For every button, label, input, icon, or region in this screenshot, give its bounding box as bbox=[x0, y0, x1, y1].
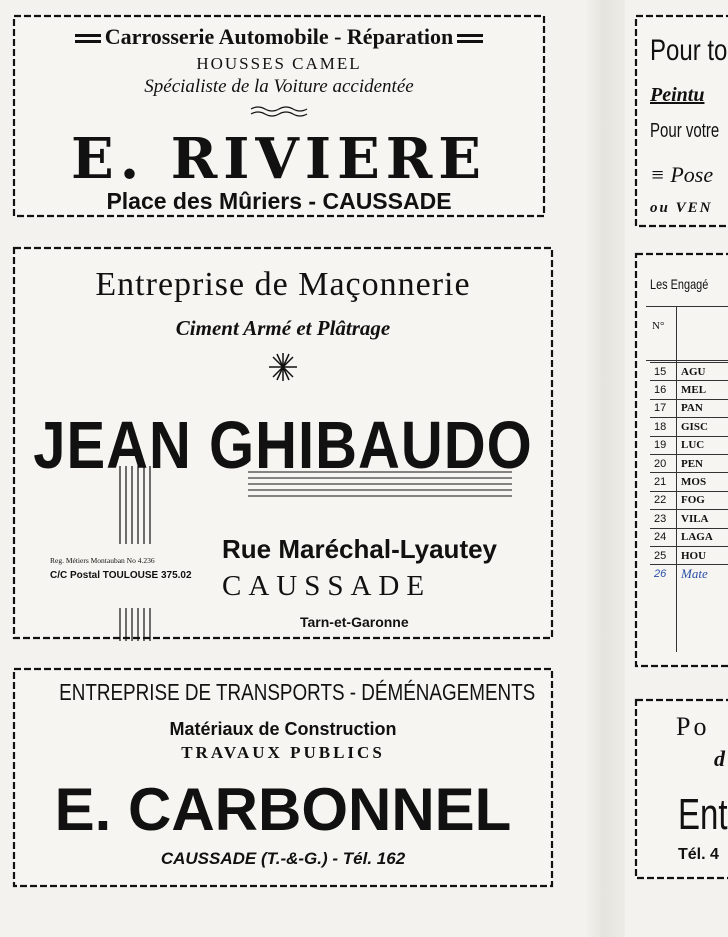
table-rule bbox=[646, 306, 728, 307]
table-row: 17 PAN bbox=[650, 399, 728, 417]
ornament-bar bbox=[457, 34, 483, 43]
riviere-line2: HOUSSES CAMEL bbox=[196, 54, 362, 73]
ghibaudo-town: CAUSSADE bbox=[222, 570, 432, 602]
ghibaudo-name: JEAN GHIBAUDO bbox=[33, 408, 533, 483]
ornament-bar bbox=[75, 34, 101, 43]
right-top-line2: Peintu bbox=[650, 84, 705, 106]
table-row: 21 MOS bbox=[650, 473, 728, 491]
vertical-rules-ornament bbox=[116, 466, 156, 641]
carbonnel-line2: Matériaux de Construction bbox=[169, 719, 397, 739]
table-row: 19 LUC bbox=[650, 436, 728, 454]
table-row: 20 PEN bbox=[650, 454, 728, 472]
horizontal-rules-ornament bbox=[248, 470, 512, 502]
table-title: Les Engagé bbox=[650, 276, 709, 292]
table-row: 22 FOG bbox=[650, 491, 728, 509]
right-bottom-line2: d bbox=[714, 746, 725, 771]
bar-ornament: ≡ bbox=[650, 162, 671, 187]
star-ornament bbox=[10, 352, 556, 387]
engages-rows bbox=[650, 362, 728, 583]
right-top-line5: ou VEN bbox=[650, 200, 713, 216]
right-top-line4: Pose bbox=[670, 162, 714, 187]
riviere-name: E. RIVIERE bbox=[71, 126, 487, 192]
right-bottom-line4: Tél. 4 bbox=[678, 846, 719, 863]
right-ad-top bbox=[632, 12, 728, 230]
ghibaudo-street: Rue Maréchal-Lyautey bbox=[222, 534, 498, 564]
right-bottom-line3: Ent bbox=[678, 790, 728, 839]
ghibaudo-cc: C/C Postal TOULOUSE 375.02 bbox=[50, 570, 192, 581]
right-engages-table bbox=[632, 250, 728, 670]
table-rule bbox=[646, 360, 728, 361]
right-bottom-line1: Po bbox=[676, 712, 710, 741]
table-row: 24 LAGA bbox=[650, 528, 728, 546]
table-row: 25 HOU bbox=[650, 546, 728, 564]
page-gutter bbox=[585, 0, 625, 937]
carbonnel-address: CAUSSADE (T.-&-G.) - Tél. 162 bbox=[160, 849, 406, 868]
ghibaudo-heading: Entreprise de Maçonnerie bbox=[95, 266, 471, 303]
table-row: 15 AGU bbox=[650, 363, 728, 381]
table-row-handwritten: 26 Mate bbox=[650, 565, 728, 583]
table-row: 23 VILA bbox=[650, 510, 728, 528]
table-row: 18 GISC bbox=[650, 418, 728, 436]
carbonnel-line3: TRAVAUX PUBLICS bbox=[181, 743, 385, 762]
ghibaudo-subheading: Ciment Armé et Plâtrage bbox=[175, 316, 391, 340]
carbonnel-line1: ENTREPRISE DE TRANSPORTS - DÉMÉNAGEMENTS bbox=[59, 679, 536, 705]
right-ad-bottom bbox=[632, 696, 728, 882]
table-row: 16 MEL bbox=[650, 381, 728, 399]
ad-ghibaudo bbox=[10, 244, 556, 642]
riviere-line3: Spécialiste de la Voiture accidentée bbox=[144, 76, 414, 97]
carbonnel-name: E. CARBONNEL bbox=[54, 776, 512, 843]
ad-carbonnel bbox=[10, 665, 556, 890]
col-no-header: N° bbox=[652, 320, 665, 332]
right-top-line1: Pour to bbox=[650, 34, 728, 67]
squiggle-ornament bbox=[10, 104, 548, 122]
riviere-address: Place des Mûriers - CAUSSADE bbox=[106, 188, 452, 214]
ghibaudo-reg: Reg. Métiers Montauban No 4.236 bbox=[50, 556, 155, 565]
riviere-line1: Carrosserie Automobile - Réparation bbox=[104, 24, 454, 49]
ghibaudo-region: Tarn-et-Garonne bbox=[300, 614, 409, 630]
right-top-line3: Pour votre bbox=[650, 120, 720, 142]
ad-riviere bbox=[10, 12, 548, 220]
